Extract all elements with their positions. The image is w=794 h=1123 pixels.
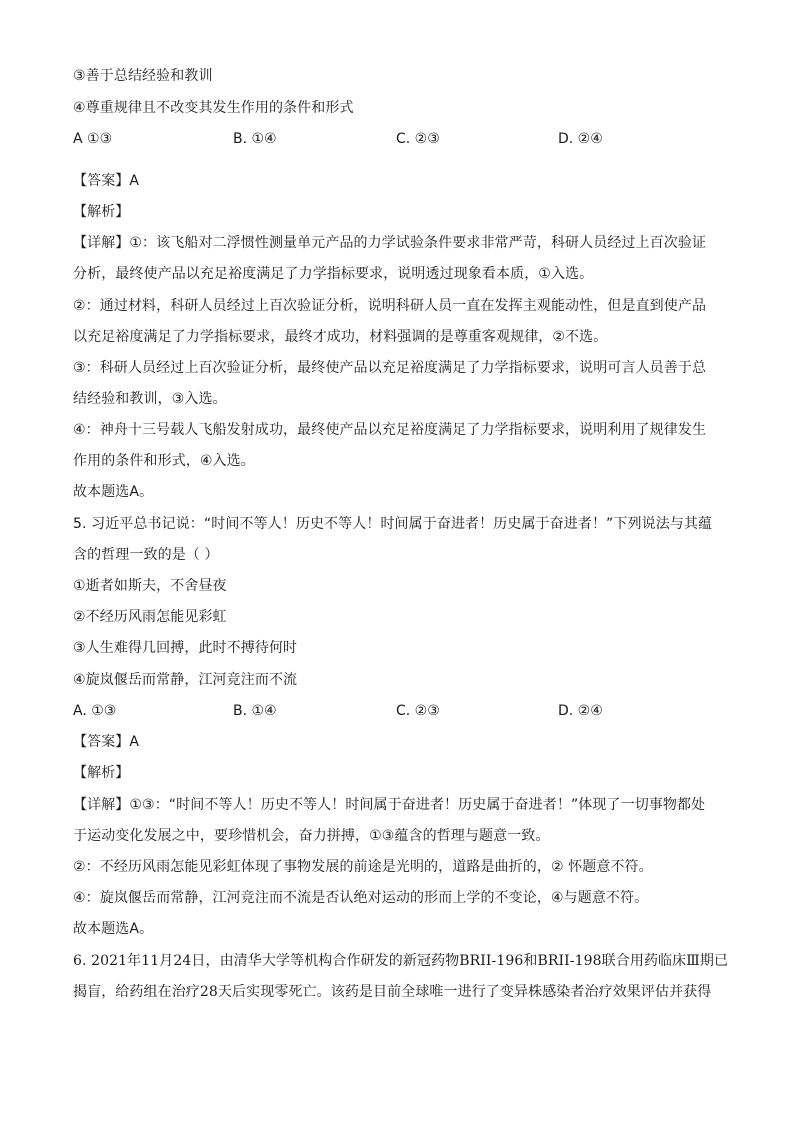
conclusion-line: 故本题选A。 [73,921,154,937]
detail-line: ④：神舟十三号载人飞船发射成功，最终使产品以充足裕度满足了力学指标要求，说明利用了规律发生 [73,422,707,438]
conclusion-line: 故本题选A。 [73,484,154,500]
statement-3: ③人生难得几回搏，此时不搏待何时 [73,640,298,656]
statement-4: ④旋岚偃岳而常静，江河竞注而不流 [73,672,298,688]
statement-2: ②不经历风雨怎能见彩虹 [73,609,227,625]
answer-options [73,701,723,721]
detail-line: ③：科研人员经过上百次验证分析，最终使产品以充足裕度满足了力学指标要求，说明可言人员善于总 [73,360,707,376]
detail-line: 【详解】①③：“时间不等人！历史不等人！时间属于奋进者！历史属于奋进者！”体现了一切事物都处 [73,797,706,813]
detail-line: 【详解】①：该飞船对二浮惯性测量单元产品的力学试验条件要求非常严苛，科研人员经过上百次验证 [73,235,707,251]
question-stem: 5. 习近平总书记说：“时间不等人！历史不等人！时间属于奋进者！历史属于奋进者！”下列说法与其蕴 [73,516,713,532]
question-stem: 揭盲，给药组在治疗28天后实现零死亡。该药是目前全球唯一进行了变异株感染者治疗效果评估并获得 [73,984,712,1000]
analysis-label: 【解析】 [73,765,130,781]
answer-label: 【答案】A [73,173,140,189]
option-c: C. ②③ [396,131,440,147]
detail-line: 结经验和教训，③入选。 [73,391,227,407]
option-d: D. ②④ [558,703,603,719]
detail-line: ②：不经历风雨怎能见彩虹体现了事物发展的前途是光明的，道路是曲折的，② 怀题意不符。 [73,859,653,875]
detail-line: 于运动变化发展之中，要珍惜机会，奋力拼搏，①③蕴含的哲理与题意一致。 [73,828,550,844]
statement-4: ④尊重规律且不改变其发生作用的条件和形式 [73,100,354,116]
analysis-label: 【解析】 [73,204,130,220]
option-b: B. ①④ [233,131,277,147]
option-a: A. ①③ [73,703,117,719]
detail-line: ②：通过材料，科研人员经过上百次验证分析，说明科研人员一直在发挥主观能动性，但是直到使产品 [73,298,707,314]
question-stem: 6. 2021年11月24日，由清华大学等机构合作研发的新冠药物BRII-196和BRII-198联合用药临床Ⅲ期已 [73,953,729,969]
option-d: D. ②④ [558,131,603,147]
answer-options [73,129,723,149]
detail-line: 作用的条件和形式，④入选。 [73,453,255,469]
statement-3: ③善于总结经验和教训 [73,68,213,84]
statement-1: ①逝者如斯夫，不舍昼夜 [73,578,227,594]
answer-label: 【答案】A [73,734,140,750]
option-c: C. ②③ [396,703,440,719]
detail-line: 分析，最终使产品以充足裕度满足了力学指标要求，说明透过现象看本质，①入选。 [73,266,594,282]
detail-line: 以充足裕度满足了力学指标要求，最终才成功，材料强调的是尊重客观规律，②不选。 [73,329,608,345]
detail-line: ④：旋岚偃岳而常静，江河竞注而不流是否认绝对运动的形而上学的不变论，④与题意不符。 [73,890,649,906]
question-stem: 含的哲理一致的是（ ） [73,547,219,563]
option-a: A ①③ [73,131,113,147]
option-b: B. ①④ [233,703,277,719]
